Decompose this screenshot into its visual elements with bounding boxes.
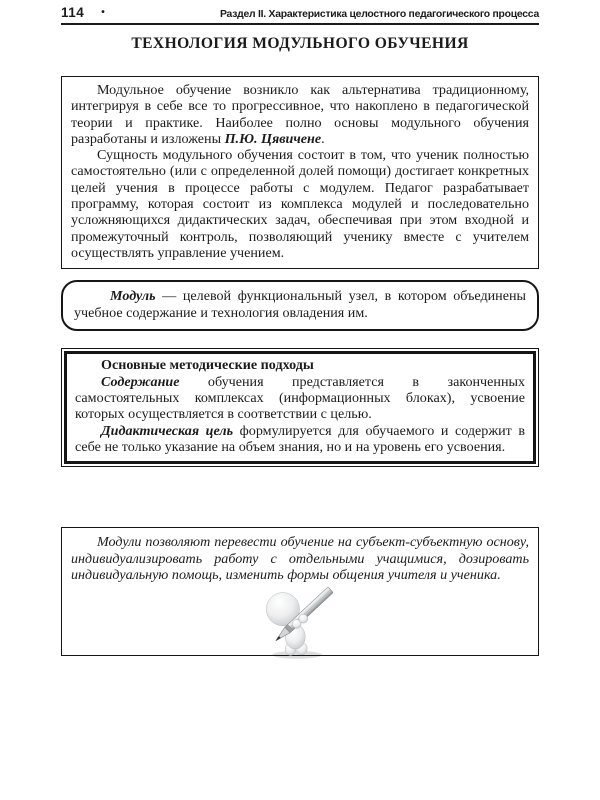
approaches-paragraph-1: Содержание обучения представляется в законченных самостоятельных комплексах (информационных блоках), усвоение которых осуществляется в соответствии с целью. bbox=[75, 373, 525, 423]
header-separator-dot-icon: • bbox=[101, 7, 105, 18]
approaches-box-inner bbox=[64, 351, 536, 464]
person-with-pencil-figure bbox=[254, 584, 346, 660]
page-title: ТЕХНОЛОГИЯ МОДУЛЬНОГО ОБУЧЕНИЯ bbox=[131, 35, 469, 52]
approaches-heading: Основные методические подходы bbox=[101, 356, 314, 373]
definition-paragraph: Модуль — целевой функциональный узел, в котором объединены учебное содержание и технология овладения им. bbox=[74, 288, 526, 321]
section-header: Раздел II. Характеристика целостного педагогического процесса bbox=[220, 9, 539, 20]
approaches-box bbox=[61, 348, 539, 467]
approaches-paragraph-2: Дидактическая цель формулируется для обучаемого и содержит в себе не только указание на объем знания, но и на уровень его усвоения. bbox=[75, 422, 525, 456]
figure-wrap bbox=[71, 584, 529, 665]
page-header bbox=[61, 0, 539, 25]
page-number: 114 bbox=[61, 5, 85, 20]
modules-paragraph: Модули позволяют перевести обучение на субъект-субъектную основу, индивидуализировать работу с отдельными учащимися, дозировать индивидуальную помощь, изменить формы общения учителя и ученика. bbox=[71, 534, 529, 583]
intro-paragraph-2: Сущность модульного обучения состоит в том, что ученик полностью самостоятельно (или с определенной долей помощи) достигает конкретных целей учения в процессе работы с модулем. Педагог разрабатывает программу, которая состоит из комплекса модулей и последовательно усложняющихся дидактических задач, обеспечивая при этом входной и промежуточный контроль, позволяющий ученику вместе с учителем осуществлять управление учением. bbox=[71, 147, 529, 261]
intro-box bbox=[61, 76, 539, 269]
intro-paragraph-1: Модульное обучение возникло как альтернатива традиционному, интегрируя в себе все то прогрессивное, что накоплено в педагогической теории и практике. Наиболее полно основы модульного обучения разработаны и изложены П.Ю. Цявичене. bbox=[71, 82, 529, 147]
definition-box bbox=[61, 280, 539, 331]
modules-box bbox=[61, 527, 539, 656]
